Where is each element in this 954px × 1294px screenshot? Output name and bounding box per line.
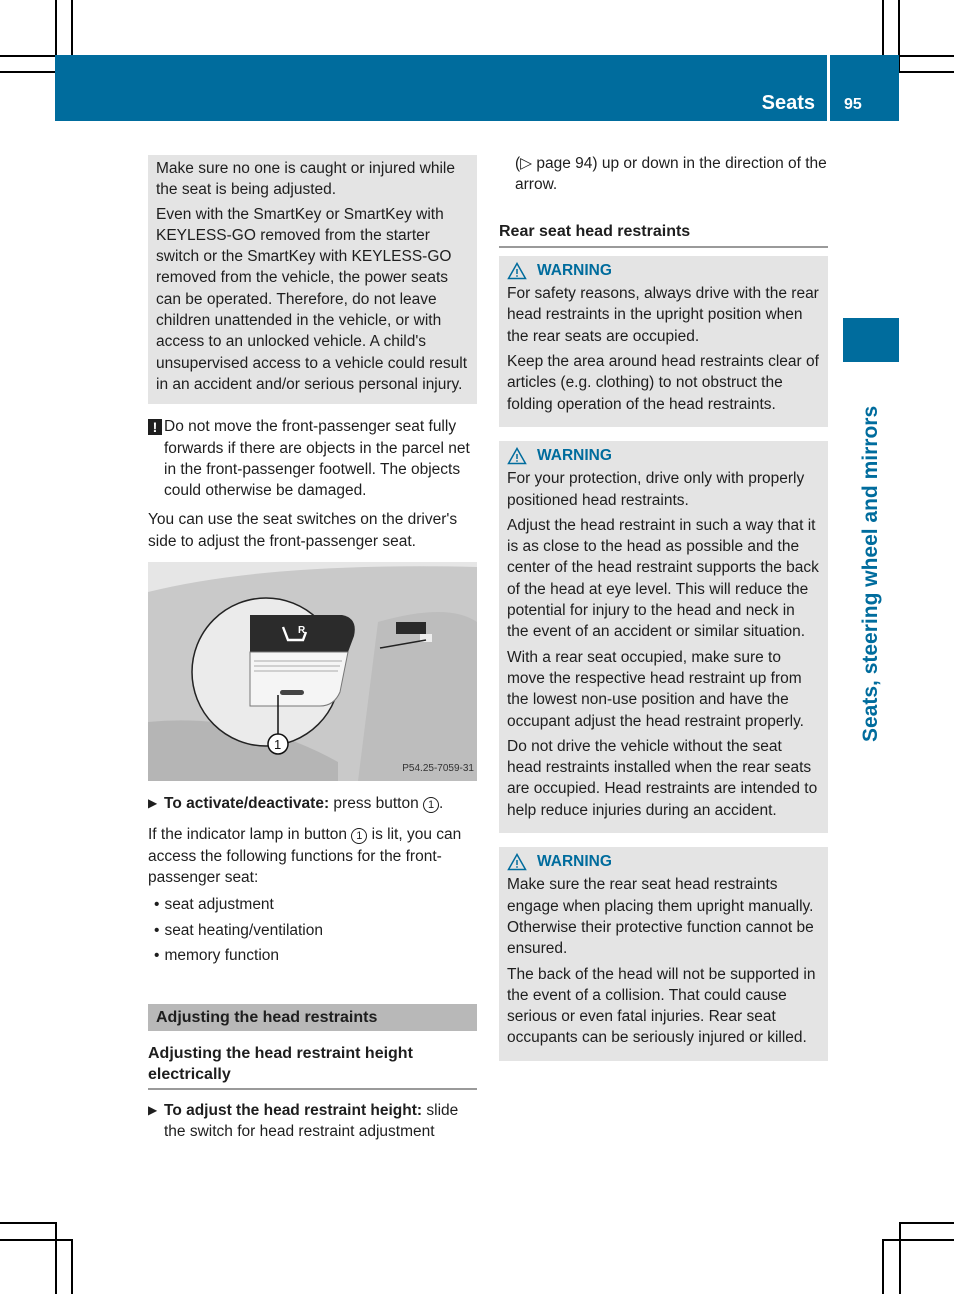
- safety-text: Even with the SmartKey or SmartKey with KEYLESS-GO removed from the starter switch or the SmartKey with KEYLESS-GO removed from the vehicle, the power seats can be operated. Therefore, do not leave children unattended in the vehicle, or with access to an unlocked vehicle. A child's unsupervised access to a vehicle could result in an accident and/or serious personal injury.: [156, 205, 468, 393]
- header-band: [55, 55, 827, 121]
- crop-mark: [899, 1222, 954, 1224]
- callout-1-icon: 1: [423, 797, 439, 813]
- lamp-text: [148, 824, 477, 888]
- exclamation-icon: !: [148, 419, 162, 435]
- page-number-box: [830, 55, 899, 121]
- warning-text: Keep the area around head restraints clear of articles (e.g. clothing) to not obstruct the folding operation of the head restraints.: [507, 353, 819, 413]
- crop-mark: [0, 71, 55, 73]
- warning-text: Adjust the head restraint in such a way that it is as close to the head as possible and the center of the head restraint supports the back of the head at eye level. This will reduce the potential for injury to the head and neck in the event of an accident or similar situation.: [507, 516, 819, 641]
- warning-header: [507, 851, 820, 872]
- damage-note: [148, 416, 477, 501]
- continuation-text: (▷ page 94) up or down in the direction of the arrow.: [515, 155, 827, 194]
- warning-box: [499, 441, 828, 833]
- step-label: To activate/deactivate:: [164, 795, 330, 813]
- activate-step: [148, 793, 477, 814]
- section-heading: Adjusting the head restraints: [148, 1004, 477, 1031]
- warning-triangle-icon: [507, 262, 527, 280]
- crop-mark: [0, 1222, 56, 1224]
- warning-text: With a rear seat occupied, make sure to move the respective head restraint up from the lowest non-use position and have the occupant adjust the head restraint properly.: [507, 648, 804, 730]
- step-text: slide the switch for head restraint adjustment: [164, 1102, 459, 1141]
- lamp-text-a: If the indicator lamp in button: [148, 826, 352, 844]
- crop-mark: [899, 1222, 901, 1294]
- warning-text: For your protection, drive only with properly positioned head restraints.: [507, 470, 805, 509]
- warning-box: [499, 847, 828, 1061]
- crop-mark: [55, 1222, 57, 1294]
- safety-text: Make sure no one is caught or injured while the seat is being adjusted.: [156, 160, 455, 199]
- list-item: • seat heating/ventilation: [154, 920, 477, 941]
- crop-mark: [0, 55, 55, 57]
- safety-box: [148, 155, 477, 404]
- list-item: • memory function: [154, 945, 477, 966]
- svg-text:R: R: [298, 625, 306, 637]
- warning-header: [507, 445, 820, 466]
- warning-text: Do not drive the vehicle without the seat head restraints installed when the rear seats are occupied. Head restraints are intended to help reduce injuries during an accident.: [507, 737, 818, 819]
- warning-triangle-icon: [507, 853, 527, 871]
- crop-mark: [882, 1239, 884, 1294]
- svg-text:1: 1: [274, 737, 282, 753]
- warning-triangle-icon: [507, 447, 527, 465]
- warning-header: [507, 260, 820, 281]
- lamp-text-b: is lit, you can access the following functions for the front-passenger seat:: [148, 826, 462, 886]
- right-column: [499, 153, 828, 1061]
- callout-1-icon: 1: [351, 828, 367, 844]
- crop-mark: [55, 0, 57, 55]
- seat-button-drawing: [148, 562, 477, 781]
- subsection-heading: Adjusting the head restraint height electrically: [148, 1043, 477, 1090]
- subsection-heading: Rear seat head restraints: [499, 221, 828, 248]
- crop-mark: [898, 71, 954, 73]
- crop-mark: [882, 1239, 954, 1241]
- warning-text: The back of the head will not be supported in the event of a collision. That could cause serious or even fatal injuries. Rear seat occupants can be seriously injured or killed.: [507, 965, 816, 1047]
- adjust-step: [148, 1100, 477, 1143]
- triangle-bullet-icon: ▶: [148, 1103, 158, 1118]
- crop-mark: [71, 1239, 73, 1294]
- crop-mark: [0, 1239, 72, 1241]
- step-end: .: [439, 795, 444, 813]
- crop-mark: [882, 0, 884, 55]
- section-title: Seats: [761, 92, 815, 114]
- seat-button-illustration: [148, 562, 477, 781]
- crop-mark: [71, 0, 73, 55]
- warning-label: WARNING: [537, 446, 612, 464]
- note-text: Do not move the front-passenger seat fully forwards if there are objects in the parcel net in the front-passenger footwell. The objects could otherwise be damaged.: [164, 418, 470, 500]
- chapter-tab: [843, 318, 899, 362]
- step-text: press button: [329, 795, 424, 813]
- warning-text: Make sure the rear seat head restraints engage when placing them upright manually. Otherwise their protective function cannot be ensured.: [507, 876, 814, 958]
- warning-text: For safety reasons, always drive with the rear head restraints in the upright position when the rear seats are occupied.: [507, 285, 819, 345]
- warning-box: [499, 256, 828, 427]
- chapter-label: Seats, steering wheel and mirrors: [859, 405, 882, 742]
- step-label: To adjust the head restraint height:: [164, 1102, 423, 1120]
- crop-mark: [898, 55, 954, 57]
- intro-text: You can use the seat switches on the driver's side to adjust the front-passenger seat.: [148, 511, 458, 550]
- function-list: [148, 894, 477, 966]
- list-item: • seat adjustment: [154, 894, 477, 915]
- left-column: [148, 155, 477, 1143]
- triangle-bullet-icon: ▶: [148, 796, 158, 811]
- figure-code: P54.25-7059-31: [402, 762, 474, 774]
- page-number: 95: [844, 96, 862, 113]
- warning-label: WARNING: [537, 853, 612, 871]
- warning-label: WARNING: [537, 261, 612, 279]
